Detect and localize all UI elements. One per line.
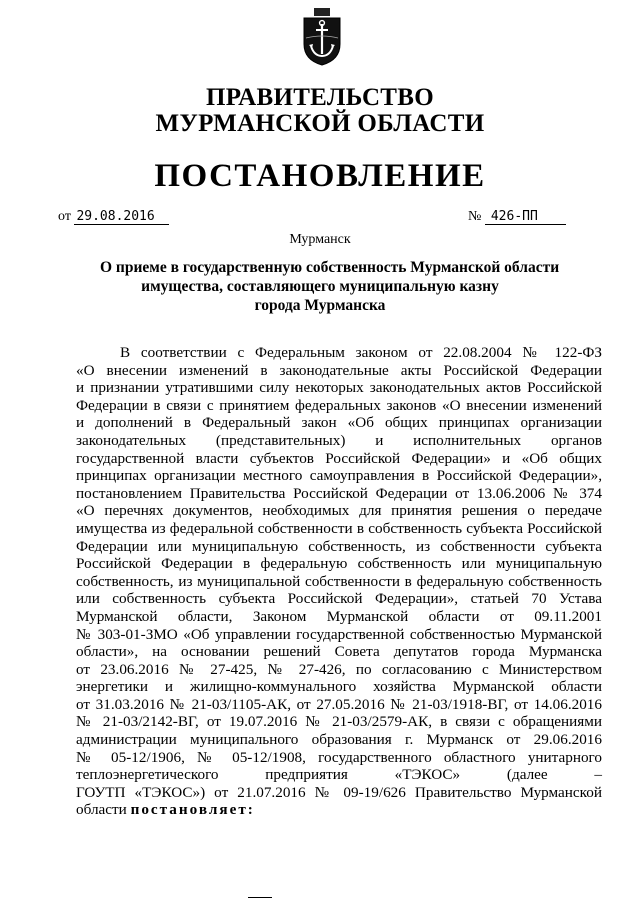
body-line: законодательных (представительных) и исполнительных органов — [76, 431, 602, 449]
body-line: государственной власти субъектов Российской Федерации» и «Об общих — [76, 449, 602, 467]
document-type-title: ПОСТАНОВЛЕНИЕ — [154, 158, 486, 194]
body-line: постановлением Правительства Российской Федерации от 13.06.2006 № 374 — [76, 484, 602, 502]
date-prefix: от — [58, 209, 71, 224]
subject-line: города Мурманска — [254, 297, 386, 314]
body-line: В соответствии с Федеральным законом от 22.08.2004 № 122-ФЗ — [120, 344, 602, 361]
body-line: № 303-01-ЗМО «Об управлении государственной собственностью Мурманской — [76, 625, 602, 643]
government-name-line2: МУРМАНСКОЙ ОБЛАСТИ — [155, 110, 485, 137]
body-line: Российской Федерации в федеральную собственность или муниципальную — [76, 555, 602, 573]
final-prefix: области — [76, 801, 127, 819]
body-line: области», на основании решений Совета депутатов города Мурманска — [76, 643, 602, 661]
body-line: от 23.06.2016 № 27-425, № 27-426, по согласованию с Министерством — [76, 660, 602, 678]
body-line: теплоэнергетического предприятия «ТЭКОС» (далее – — [76, 766, 602, 784]
body-line: Федерации в связи с принятием федеральных законов «О внесении изменений — [76, 396, 602, 414]
body-line: и признании утратившими силу некоторых законодательных актов Российской — [76, 379, 602, 397]
document-body — [76, 344, 602, 819]
body-line: собственность, из муниципальной собственности в федеральную собственность — [76, 572, 602, 590]
date-value: 29.08.2016 — [74, 209, 168, 225]
body-line: «О перечнях документов, необходимых для принятия решения о передаче — [76, 502, 602, 520]
body-final-line — [76, 801, 602, 819]
body-line: имущества из федеральной собственности в собственность субъекта Российской — [76, 519, 602, 537]
body-line: ГОУТП «ТЭКОС») от 21.07.2016 № 09-19/626 Правительство Мурманской — [76, 783, 602, 801]
body-line: от 31.03.2016 № 21-03/1105-АК, от 27.05.2016 № 21-03/1918-ВГ, от 14.06.2016 — [76, 695, 602, 713]
body-line: № 05-12/1906, № 05-12/1908, государственного областного унитарного — [76, 748, 602, 766]
body-line: Мурманской области, Законом Мурманской области от 09.11.2001 — [76, 607, 602, 625]
document-date — [58, 209, 169, 225]
body-line: Федерации или муниципальную собственность, из собственности субъекта — [76, 537, 602, 555]
body-line: или собственность субъекта Российской Федерации», статьей 70 Устава — [76, 590, 602, 608]
number-value: 426-ПП — [485, 209, 566, 225]
body-line: принципах организации местного самоуправления в Российской Федерации», — [76, 467, 602, 485]
body-line: администрации муниципального образования г. Мурманск от 29.06.2016 — [76, 731, 602, 749]
document-number — [468, 209, 566, 225]
decree-verb: постановляет: — [130, 801, 255, 819]
body-line: «О внесении изменений в законодательные акты Российской Федерации — [76, 361, 602, 379]
body-line: № 21-03/2142-ВГ, от 19.07.2016 № 21-03/2579-АК, в связи с обращениями — [76, 713, 602, 731]
body-line: и дополнений в Федеральный закон «Об общих принципах организации — [76, 414, 602, 432]
government-name-line1: ПРАВИТЕЛЬСТВО — [206, 84, 434, 111]
footer-divider — [248, 897, 272, 898]
number-prefix: № — [468, 209, 482, 224]
murmansk-coat-of-arms-icon — [300, 8, 344, 66]
subject-line: О приеме в государственную собственность Мурманской области — [100, 259, 560, 276]
body-line: энергетики и жилищно-коммунального хозяйства Мурманской области — [76, 678, 602, 696]
city-name: Мурманск — [289, 232, 351, 247]
subject-line: имущества, составляющего муниципальную казну — [141, 278, 499, 295]
document-subject — [100, 258, 560, 315]
